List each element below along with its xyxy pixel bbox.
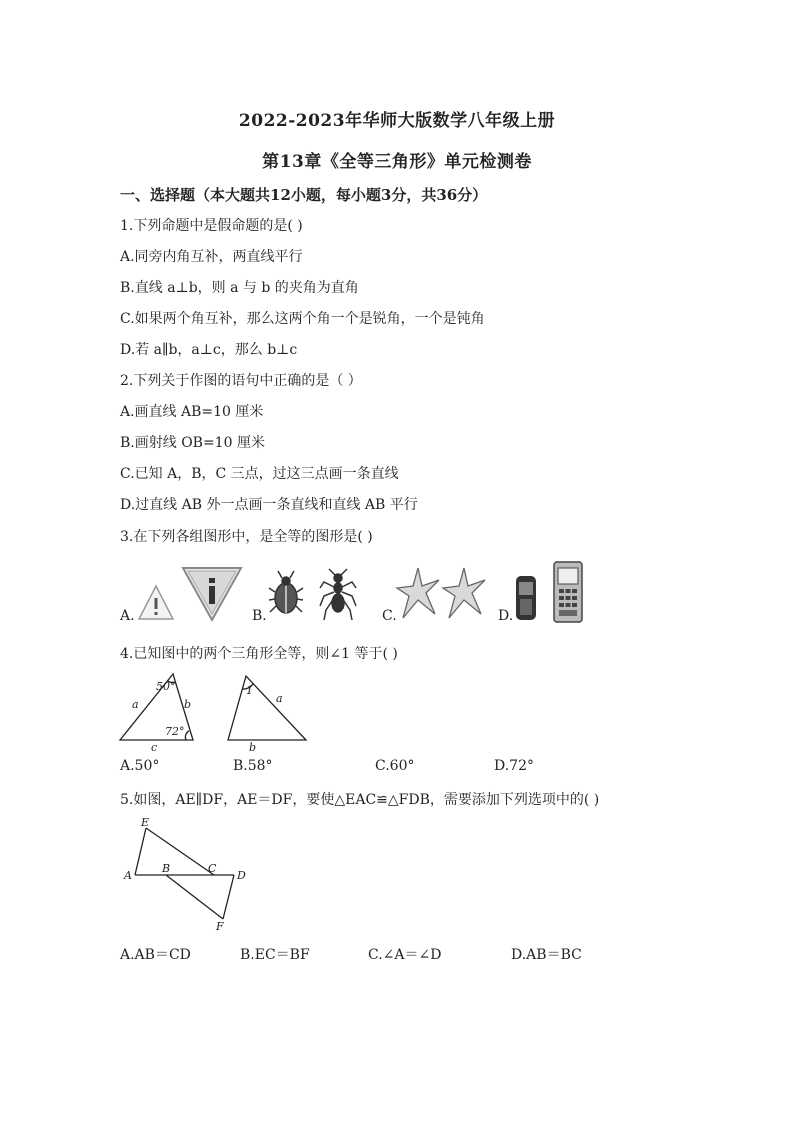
q5-option-c: C.∠A＝∠D (368, 947, 442, 963)
label-50: 50° (156, 680, 176, 693)
point-F: F (216, 920, 224, 933)
q2-option-d: D.过直线 AB 外一点画一条直线和直线 AB 平行 (120, 497, 418, 513)
q1-option-a: A.同旁内角互补，两直线平行 (120, 249, 303, 265)
triangles-figure (118, 670, 318, 754)
label-a-left: a (132, 698, 139, 711)
doc-subtitle: 第13章《全等三角形》单元检测卷 (262, 152, 532, 172)
warning-triangle-icon (139, 586, 173, 619)
q2-option-b: B.画射线 OB=10 厘米 (120, 435, 265, 451)
q3-stem: 3.在下列各组图形中，是全等的图形是( ) (120, 529, 373, 545)
q3-option-a: A. (120, 608, 135, 624)
label-72: 72° (165, 725, 185, 738)
triangle-right (228, 676, 306, 740)
point-D: D (237, 869, 246, 882)
mobile-phone-icon (516, 576, 536, 620)
starfish-icon-right (443, 568, 485, 618)
q1-option-c: C.如果两个角互补，那么这两个角一个是锐角，一个是钝角 (120, 311, 485, 327)
section-heading: 一、选择题（本大题共12小题，每小题3分，共36分） (120, 186, 488, 204)
q3-option-b: B. (252, 608, 267, 624)
q1-option-d: D.若 a∥b，a⊥c，那么 b⊥c (120, 342, 298, 358)
q1-option-b: B.直线 a⊥b，则 a 与 b 的夹角为直角 (120, 280, 359, 296)
warning-triangle-inverted-icon (183, 568, 241, 620)
starfish-icon-left (397, 568, 439, 618)
label-angle-1: 1 (246, 684, 253, 697)
q1-stem: 1.下列命题中是假命题的是( ) (120, 218, 303, 234)
ant-icon (320, 569, 356, 620)
q5-option-d: D.AB＝BC (511, 947, 582, 963)
q5-stem: 5.如图，AE∥DF，AE＝DF，要使△EAC≌△FDB，需要添加下列选项中的( ) (120, 792, 600, 808)
q2-stem: 2.下列关于作图的语句中正确的是（ ） (120, 373, 362, 389)
insects-image (268, 568, 368, 624)
phones-image (514, 560, 586, 624)
q5-option-a: A.AB＝CD (120, 947, 191, 963)
point-E: E (141, 816, 150, 829)
beetle-icon (269, 571, 303, 613)
q4-option-b: B.58° (233, 758, 273, 774)
label-a-right: a (276, 692, 283, 705)
starfish-image (397, 566, 487, 622)
q4-option-c: C.60° (375, 758, 415, 774)
warning-signs-image (137, 566, 242, 622)
point-B: B (162, 862, 171, 875)
pos-terminal-icon (554, 562, 582, 622)
figure-lines (135, 828, 234, 919)
q4-option-a: A.50° (120, 758, 160, 774)
label-b-left: b (184, 698, 192, 711)
label-c-left: c (151, 741, 158, 754)
q4-option-d: D.72° (494, 758, 534, 774)
q5-option-b: B.EC＝BF (240, 947, 310, 963)
q2-option-c: C.已知 A，B，C 三点，过这三点画一条直线 (120, 466, 399, 482)
q3-option-c: C. (382, 608, 397, 624)
q4-stem: 4.已知图中的两个三角形全等，则∠1 等于( ) (120, 646, 398, 662)
parallelogram-figure (122, 815, 252, 935)
point-C: C (208, 862, 217, 875)
doc-title: 2022-2023年华师大版数学八年级上册 (238, 111, 556, 131)
q3-option-d: D. (498, 608, 514, 624)
label-b-right: b (249, 741, 257, 754)
point-A: A (124, 869, 132, 882)
q2-option-a: A.画直线 AB=10 厘米 (120, 404, 264, 420)
